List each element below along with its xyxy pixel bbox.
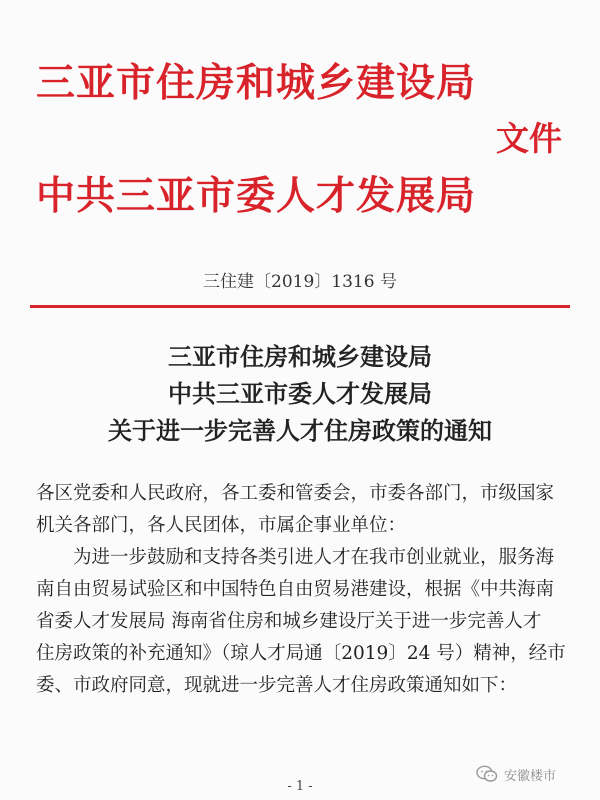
- title-line-2: 中共三亚市委人才发展局: [168, 379, 432, 408]
- document-number: 三住建〔2019〕1316 号: [203, 272, 397, 292]
- body-line-7: 委、市政府同意，现就进一步完善人才住房政策通知如下：: [36, 675, 518, 696]
- red-divider-line: [30, 305, 570, 308]
- body-line-3: 为进一步鼓励和支持各类引进人才在我市创业就业，服务海: [73, 547, 555, 568]
- issuer-talent-bureau: 中共三亚市委人才发展局: [36, 173, 477, 219]
- issuer-housing-bureau: 三亚市住房和城乡建设局: [36, 60, 477, 106]
- body-line-6: 住房政策的补充通知》（琼人才局通〔2019〕24 号）精神，经市: [36, 643, 566, 664]
- document-type-label: 文件: [496, 119, 562, 158]
- notice-title: [0, 338, 600, 449]
- body-line-4: 南自由贸易试验区和中国特色自由贸易港建设，根据《中共海南: [36, 579, 555, 600]
- title-line-3: 关于进一步完善人才住房政策的通知: [108, 416, 492, 445]
- body-line-1: 各区党委和人民政府，各工委和管委会，市委各部门，市级国家: [36, 483, 555, 504]
- page-number: - 1 -: [287, 779, 313, 794]
- notice-body: [36, 478, 568, 702]
- title-line-1: 三亚市住房和城乡建设局: [168, 342, 432, 371]
- body-line-5: 省委人才发展局 海南省住房和城乡建设厅关于进一步完善人才: [36, 611, 542, 632]
- watermark-text: 安徽楼市: [504, 768, 557, 784]
- body-line-2: 机关各部门，各人民团体，市属企事业单位：: [36, 515, 407, 536]
